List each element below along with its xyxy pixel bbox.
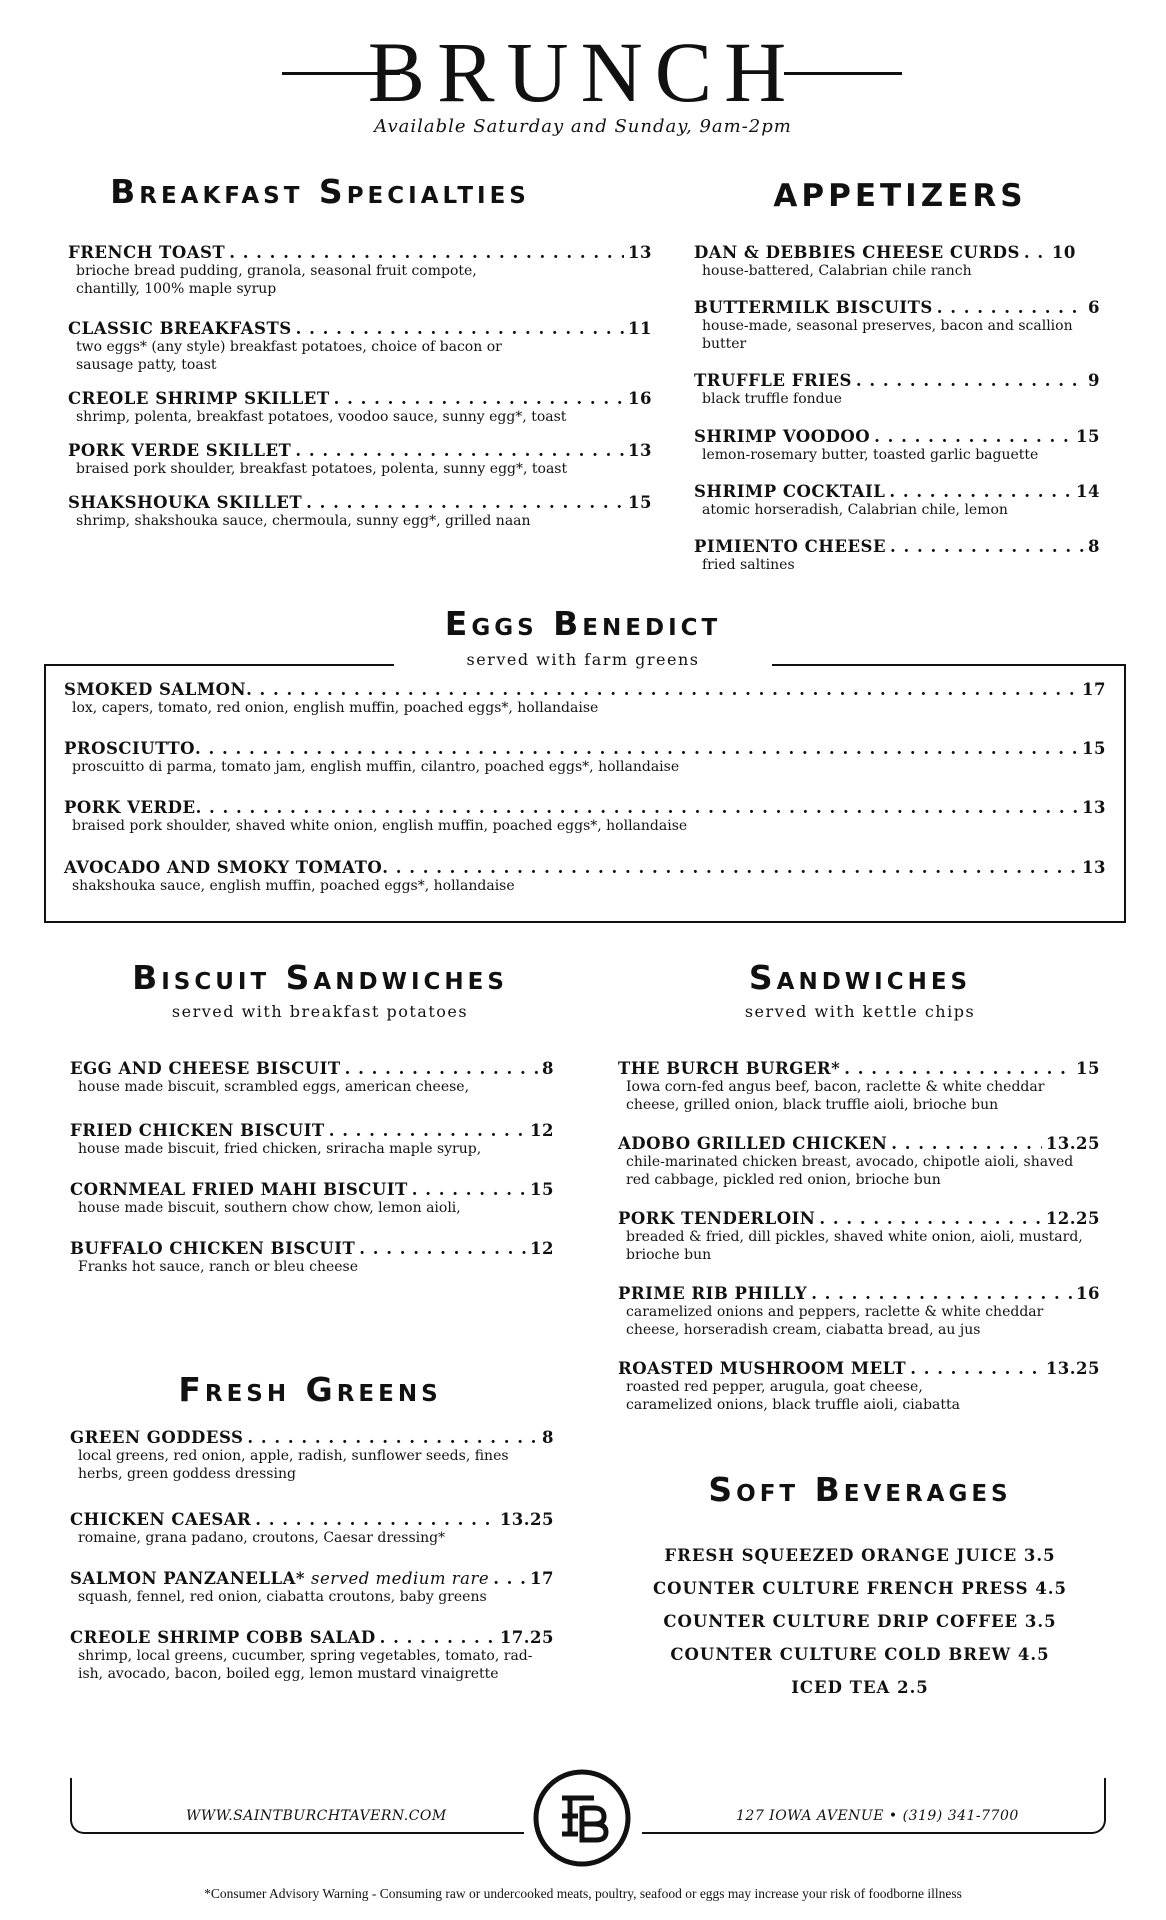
item-price: 15	[1082, 739, 1106, 758]
item-price: 15	[530, 1180, 554, 1199]
item-desc: Iowa corn-fed angus beef, bacon, raclette & white cheddar	[626, 1079, 1045, 1095]
item-desc: butter	[702, 336, 747, 352]
item-price: 15	[1076, 427, 1100, 446]
item-desc: shrimp, polenta, breakfast potatoes, voodoo sauce, sunny egg*, toast	[76, 409, 567, 425]
item-price: 15	[628, 493, 652, 512]
item-desc: house made biscuit, southern chow chow, lemon aioli,	[78, 1200, 461, 1216]
item-price: 11	[628, 319, 652, 338]
item-desc: shakshouka sauce, english muffin, poached eggs*, hollandaise	[72, 878, 515, 894]
item-desc: shrimp, shakshouka sauce, chermoula, sunny egg*, grilled naan	[76, 513, 531, 529]
menu-item	[68, 243, 652, 298]
beverage-item: COUNTER CULTURE COLD BREW 4.5	[670, 1645, 1050, 1664]
item-desc: caramelized onions, black truffle aioli, ciabatta	[626, 1397, 961, 1413]
item-name: SMOKED SALMON	[64, 680, 247, 699]
menu-item	[70, 1510, 554, 1547]
menu-title: BRUNCH	[367, 24, 799, 120]
menu-item	[70, 1628, 554, 1683]
menu-item	[618, 1209, 1100, 1264]
menu-subtitle: Available Saturday and Sunday, 9am-2pm	[374, 116, 792, 137]
item-name: SHAKSHOUKA SKILLET	[68, 493, 303, 512]
menu-item	[694, 243, 1100, 280]
item-name: PRIME RIB PHILLY	[618, 1284, 808, 1303]
item-price: 13.25	[1045, 1134, 1100, 1153]
item-price: 8	[542, 1428, 554, 1447]
menu-item	[68, 441, 652, 478]
item-price: 6	[1088, 298, 1100, 317]
item-desc: house made biscuit, fried chicken, sriracha maple syrup,	[78, 1141, 482, 1157]
item-desc: sausage patty, toast	[76, 357, 217, 373]
breakfast-heading: Breakfast Specialties	[110, 172, 530, 211]
menu-item	[68, 389, 652, 426]
item-price: 17.25	[499, 1628, 554, 1647]
logo-mark-icon	[532, 1768, 632, 1868]
item-price: 8	[1088, 537, 1100, 556]
item-price: 12.25	[1045, 1209, 1100, 1228]
item-name: PROSCIUTTO	[64, 739, 195, 758]
item-price: 17	[530, 1569, 554, 1588]
menu-item	[70, 1180, 554, 1217]
item-desc: atomic horseradish, Calabrian chile, lemon	[702, 502, 1008, 518]
menu-item	[694, 298, 1100, 353]
item-name: DAN & DEBBIES CHEESE CURDS	[694, 243, 1020, 262]
item-price: 10	[1051, 243, 1076, 262]
item-price: 13.25	[499, 1510, 554, 1529]
menu-item	[70, 1428, 554, 1483]
item-desc: house-made, seasonal preserves, bacon and scallion	[702, 318, 1073, 334]
item-name: SHRIMP VOODOO	[694, 427, 871, 446]
item-name: SHRIMP COCKTAIL	[694, 482, 886, 501]
item-name: ADOBO GRILLED CHICKEN	[618, 1134, 888, 1153]
item-note: served medium rare	[311, 1569, 490, 1588]
item-name: ROASTED MUSHROOM MELT	[618, 1359, 907, 1378]
item-desc: brioche bread pudding, granola, seasonal fruit compote,	[76, 263, 477, 279]
beverage-item: FRESH SQUEEZED ORANGE JUICE 3.5	[664, 1546, 1056, 1565]
item-name: BUTTERMILK BISCUITS	[694, 298, 933, 317]
item-desc: house-battered, Calabrian chile ranch	[702, 263, 972, 279]
item-price: 13	[1082, 858, 1106, 877]
item-desc: caramelized onions and peppers, raclette & white cheddar	[626, 1304, 1044, 1320]
menu-item	[618, 1134, 1100, 1189]
saint-burch-logo	[532, 1768, 632, 1868]
item-price: 14	[1076, 482, 1100, 501]
menu-item	[694, 537, 1100, 574]
menu-item	[694, 427, 1100, 464]
menu-item	[70, 1569, 554, 1606]
item-name: CORNMEAL FRIED MAHI BISCUIT	[70, 1180, 408, 1199]
item-price: 16	[628, 389, 652, 408]
menu-item	[68, 319, 652, 374]
item-price: 12	[530, 1239, 554, 1258]
item-price: 13	[628, 243, 652, 262]
item-desc: local greens, red onion, apple, radish, sunflower seeds, fines	[78, 1448, 509, 1464]
item-price: 9	[1088, 371, 1100, 390]
item-name: PORK TENDERLOIN	[618, 1209, 816, 1228]
item-desc: breaded & fried, dill pickles, shaved white onion, aioli, mustard,	[626, 1229, 1083, 1245]
beverages-heading: Soft Beverages	[708, 1470, 1012, 1509]
item-name: BUFFALO CHICKEN BISCUIT	[70, 1239, 356, 1258]
sandwiches-subheading: served with kettle chips	[744, 1002, 976, 1021]
item-desc: fried saltines	[702, 557, 795, 573]
item-name: PORK VERDE SKILLET	[68, 441, 292, 460]
menu-item	[694, 482, 1100, 519]
item-desc: romaine, grana padano, croutons, Caesar dressing*	[78, 1530, 446, 1546]
menu-item	[70, 1239, 554, 1276]
benedict-subheading: served with farm greens	[466, 650, 700, 669]
biscuits-heading: Biscuit Sandwiches	[132, 958, 508, 997]
menu-item	[68, 493, 652, 530]
menu-item	[618, 1059, 1100, 1114]
biscuits-subheading: served with breakfast potatoes	[171, 1002, 469, 1021]
item-desc: Franks hot sauce, ranch or bleu cheese	[78, 1259, 359, 1275]
beverage-item: ICED TEA 2.5	[791, 1678, 929, 1697]
item-price: 15	[1076, 1059, 1100, 1078]
item-desc: lemon-rosemary butter, toasted garlic baguette	[702, 447, 1039, 463]
item-desc: herbs, green goddess dressing	[78, 1466, 296, 1482]
item-price: 17	[1082, 680, 1106, 699]
item-desc: braised pork shoulder, breakfast potatoes, polenta, sunny egg*, toast	[76, 461, 568, 477]
item-name: CREOLE SHRIMP SKILLET	[68, 389, 330, 408]
item-desc: lox, capers, tomato, red onion, english muffin, poached eggs*, hollandaise	[72, 700, 599, 716]
item-desc: brioche bun	[626, 1247, 712, 1263]
item-desc: squash, fennel, red onion, ciabatta croutons, baby greens	[78, 1589, 487, 1605]
footer-website[interactable]: WWW.SAINTBURCHTAVERN.COM	[186, 1808, 447, 1824]
menu-item	[64, 798, 1106, 835]
item-desc: black truffle fondue	[702, 391, 842, 407]
item-desc: chile-marinated chicken breast, avocado, chipotle aioli, shaved	[626, 1154, 1074, 1170]
item-desc: shrimp, local greens, cucumber, spring vegetables, tomato, rad-	[78, 1648, 533, 1664]
beverage-item: COUNTER CULTURE DRIP COFFEE 3.5	[663, 1612, 1057, 1631]
greens-heading: Fresh Greens	[178, 1370, 442, 1409]
item-price: 13	[628, 441, 652, 460]
item-desc: two eggs* (any style) breakfast potatoes, choice of bacon or	[76, 339, 502, 355]
item-name: PIMIENTO CHEESE	[694, 537, 887, 556]
item-price: 16	[1076, 1284, 1100, 1303]
item-name: SALMON PANZANELLA*	[70, 1569, 306, 1588]
item-name: CHICKEN CAESAR	[70, 1510, 252, 1529]
item-desc: cheese, horseradish cream, ciabatta bread, au jus	[626, 1322, 981, 1338]
item-name: THE BURCH BURGER*	[618, 1059, 841, 1078]
item-desc: chantilly, 100% maple syrup	[76, 281, 277, 297]
beverage-item: COUNTER CULTURE FRENCH PRESS 4.5	[653, 1579, 1067, 1598]
item-desc: house made biscuit, scrambled eggs, american cheese,	[78, 1079, 470, 1095]
item-price: 8	[542, 1059, 554, 1078]
item-name: AVOCADO AND SMOKY TOMATO	[64, 858, 383, 877]
footer-address: 127 IOWA AVENUE • (319) 341-7700	[736, 1808, 1019, 1824]
item-price: 13.25	[1045, 1359, 1100, 1378]
item-name: FRENCH TOAST	[68, 243, 226, 262]
item-desc: roasted red pepper, arugula, goat cheese,	[626, 1379, 923, 1395]
item-desc: braised pork shoulder, shaved white onion, english muffin, poached eggs*, hollandaise	[72, 818, 688, 834]
menu-item	[618, 1359, 1100, 1414]
menu-item	[618, 1284, 1100, 1339]
item-desc: ish, avocado, bacon, boiled egg, lemon mustard vinaigrette	[78, 1666, 499, 1682]
item-price: 13	[1082, 798, 1106, 817]
item-name: FRIED CHICKEN BISCUIT	[70, 1121, 325, 1140]
sandwiches-heading: Sandwiches	[748, 958, 972, 997]
menu-item	[64, 739, 1106, 776]
item-desc: cheese, grilled onion, black truffle aioli, brioche bun	[626, 1097, 999, 1113]
item-name: EGG AND CHEESE BISCUIT	[70, 1059, 341, 1078]
menu-item	[70, 1059, 554, 1096]
menu-item	[64, 858, 1106, 895]
item-name: CLASSIC BREAKFASTS	[68, 319, 292, 338]
benedict-heading: Eggs Benedict	[444, 604, 722, 643]
item-name: PORK VERDE	[64, 798, 196, 817]
item-price: 12	[530, 1121, 554, 1140]
appetizers-heading: APPETIZERS	[773, 178, 1027, 214]
menu-item	[64, 680, 1106, 717]
item-desc: proscuitto di parma, tomato jam, english muffin, cilantro, poached eggs*, hollandaise	[72, 759, 680, 775]
item-name: CREOLE SHRIMP COBB SALAD	[70, 1628, 376, 1647]
item-name: TRUFFLE FRIES	[694, 371, 852, 390]
menu-item	[694, 371, 1100, 408]
menu-item	[70, 1121, 554, 1158]
item-desc: red cabbage, pickled red onion, brioche bun	[626, 1172, 941, 1188]
item-name: GREEN GODDESS	[70, 1428, 244, 1447]
consumer-advisory: *Consumer Advisory Warning - Consuming raw or undercooked meats, poultry, seafood or eggs may increase your risk of foodborne illness	[204, 1886, 962, 1901]
